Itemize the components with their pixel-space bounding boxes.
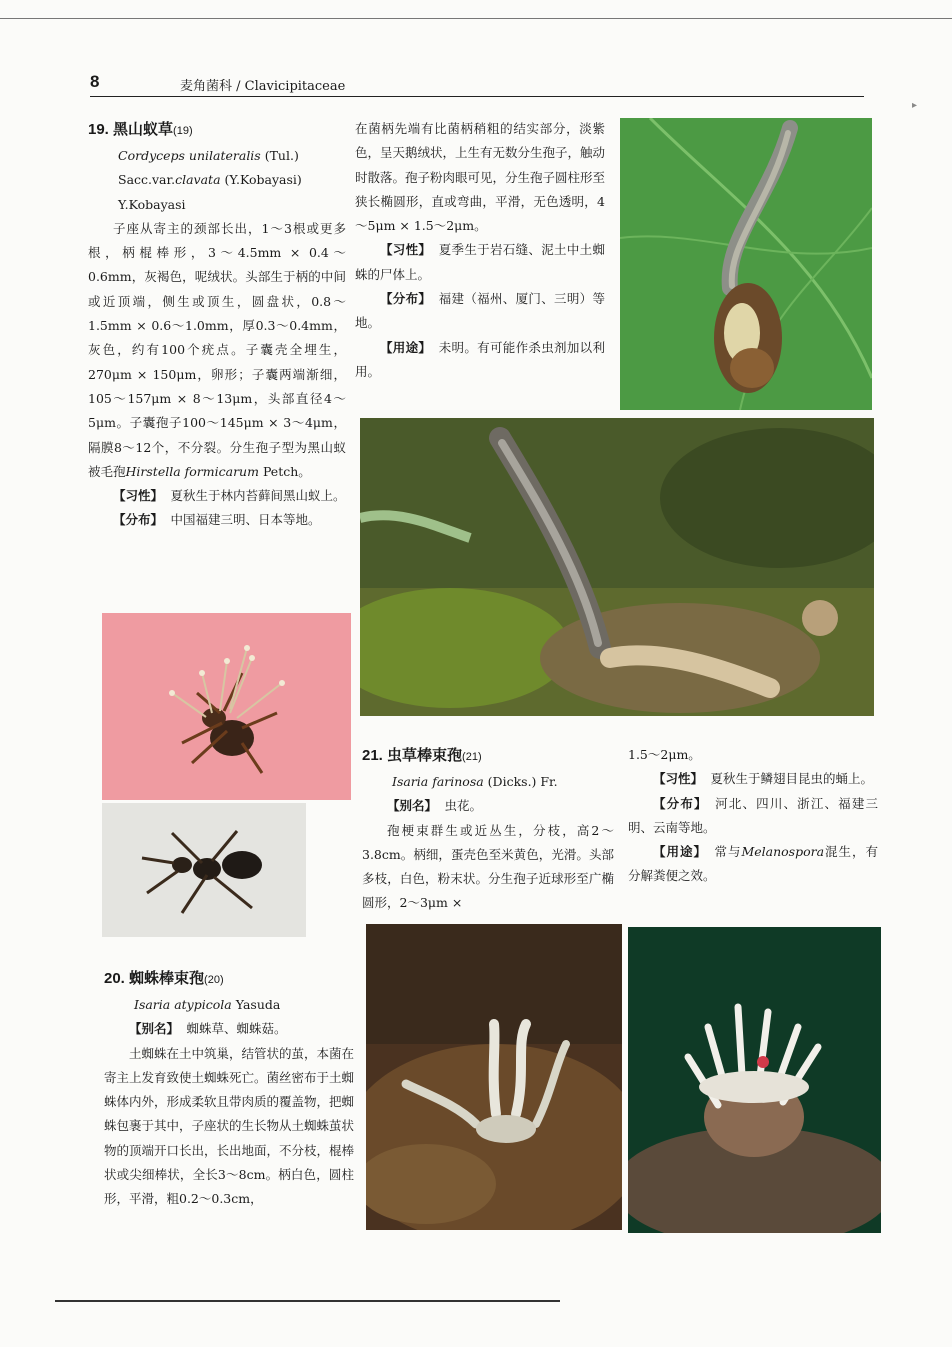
fungus-on-pupa-icon [628,927,881,1233]
habit: 【习性】 夏季生于岩石缝、泥土中土蜘蛛的尸体上。 [355,242,605,282]
photo-ant-white [102,803,306,937]
alias: 【别名】 虫花。 [387,798,483,814]
description: 子座从寄主的颈部长出，1～3根或更多根，柄棍棒形，3～4.5mm × 0.4～0.6mm，灰褐色，呢绒状。头部生于柄的中间或近顶端，侧生或顶生，圆盘状，0.8～1.5mm × 0.6～1.0mm，厚0.3～0.4mm，灰色，约有100个疣点。子囊壳全埋生，270μm × 150μm，卵形；子囊两端渐细，105～157μm × 8～13μm，头部直径4～5μm。子囊孢子100～145μm × 3～4μm，隔膜8～12个，不分裂。分生孢子型为黑山蚁被毛孢Hirstella formicarum Petch。 [88,220,346,479]
section-number: 20. [104,970,125,987]
alias: 【别名】 蜘蛛草、蜘蛛菇。 [129,1021,287,1037]
running-title: 麦角菌科 / Clavicipitaceae [180,79,346,94]
bottom-rule [55,1300,560,1302]
fungus-on-leaf-icon [620,118,872,410]
ant-specimen-icon [102,803,306,937]
habit: 【习性】 夏秋生于鳞翅目昆虫的蛹上。 [653,771,874,787]
distribution: 【分布】 福建（福州、厦门、三明）等地。 [355,291,605,331]
top-rule [0,18,952,19]
scientific-name: Isaria atypicola Yasuda [134,997,281,1012]
section-title [104,966,354,993]
ant-specimen-icon [102,613,351,800]
fungus-on-soil-icon [366,924,622,1230]
species-name: 黑山蚁草 [113,121,174,138]
photo-ant-pink [102,613,351,800]
fungus-on-moss-icon [360,418,874,716]
description: 土蜘蛛在土中筑巢，结管状的茧，本菌在寄主上发育致使土蜘蛛死亡。菌丝密布于土蜘蛛体内外，形成柔软且带肉质的覆盖物，把蜘蛛包裹于其中，子座状的生长物从土蜘蛛茧状物的顶端开口长出，长出地面，不分枝，棍棒状或尖细棒状，全长3～8cm。柄白色，圆柱形，平滑，粗0.2～0.3cm， [104,1045,355,1207]
photo-isaria-soil [366,924,622,1230]
section-21 [362,743,614,916]
section-number: 19. [88,121,109,138]
habit: 【习性】 夏秋生于林内苔藓间黑山蚁上。 [113,488,346,504]
margin-mark: ▸ [912,100,918,111]
ref-number: (19) [173,125,193,137]
page-header [90,72,864,97]
usage: 【用途】 未明。有可能作杀虫剂加以利用。 [355,339,605,379]
scientific-name: Isaria farinosa (Dicks.) Fr. [392,774,558,789]
page-number: 8 [90,72,100,91]
distribution: 【分布】 河北、四川、浙江、福建三明、云南等地。 [628,795,878,835]
section-number: 21. [362,747,383,764]
section-title [88,117,346,144]
section-title [362,743,614,770]
species-name: 虫草棒束孢 [387,747,463,764]
scientific-name: Cordyceps unilateralis (Tul.) [118,148,299,163]
description-continued: 1.5～2μm。 [628,747,701,762]
ref-number: (20) [204,974,224,986]
author-name: Y.Kobayasi [118,196,186,212]
section-21-continued [628,743,878,889]
usage: 【用途】 常与Melanospora混生，有分解粪便之效。 [628,844,878,884]
species-name: 蜘蛛棒束孢 [129,970,205,987]
description: 孢梗束群生或近丛生，分枝，高2～3.8cm。柄细，蛋壳色至米黄色，光滑。头部多枝，白色，粉末状。分生孢子近球形至广椭圆形，2～3μm × [362,822,614,911]
distribution: 【分布】 中国福建三明、日本等地。 [113,512,321,528]
description-continued: 在菌柄先端有比菌柄稍粗的结实部分，淡紫色，呈天鹅绒状，上生有无数分生孢子，触动时散落。孢子粉肉眼可见，分生孢子圆柱形至狭长椭圆形，直或弯曲，平滑，无色透明，4～5μm × 1.5～2μm。 [355,121,606,234]
photo-cordyceps-leaf [620,118,872,410]
section-20 [104,966,354,1212]
ref-number: (21) [462,751,482,763]
photo-isaria-pupa [628,927,881,1233]
section-20-continued [355,117,605,384]
section-19 [88,117,346,533]
variety-name: Sacc.var.clavata (Y.Kobayasi) [118,172,302,188]
photo-isaria-moss [360,418,874,716]
